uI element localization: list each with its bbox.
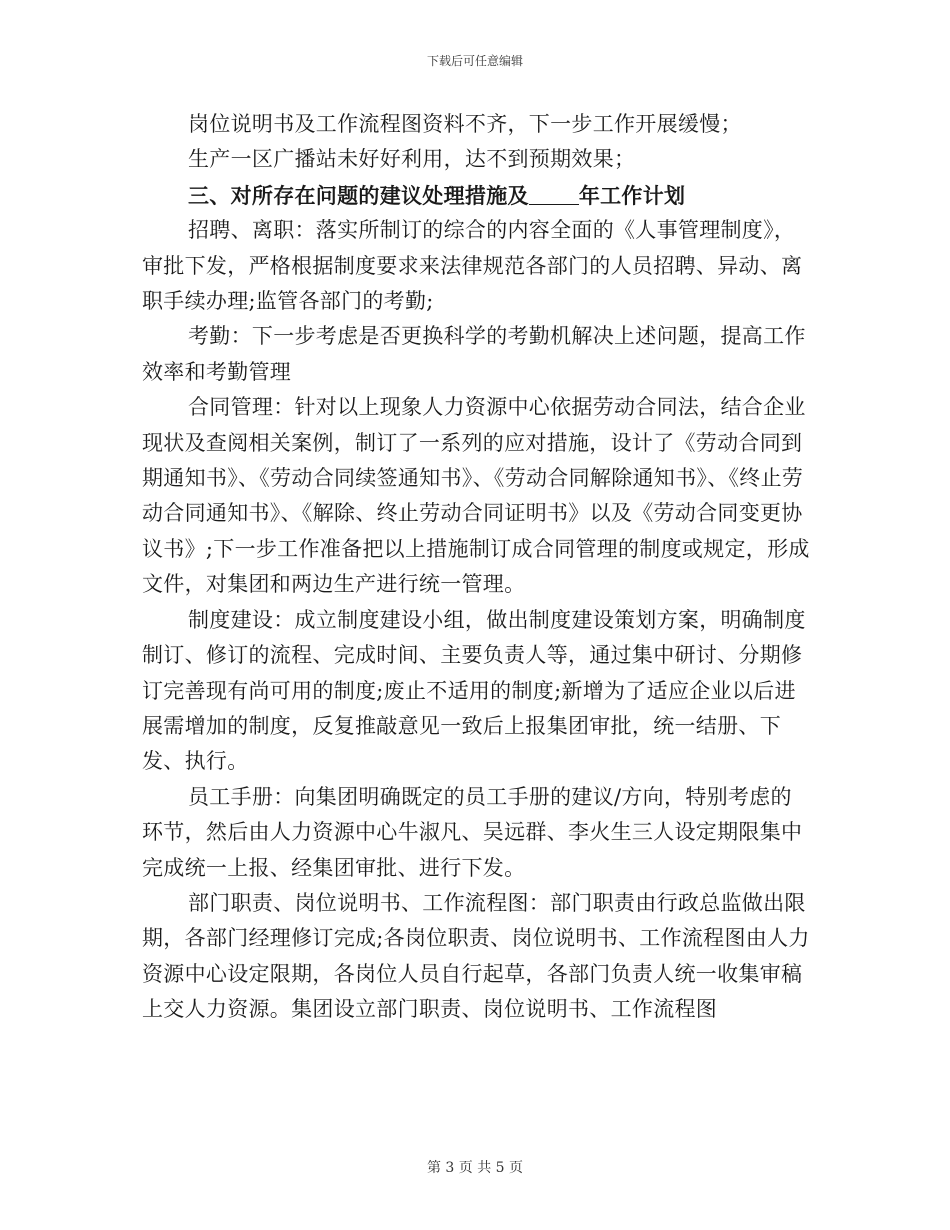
paragraph: 生产一区广播站未好好利用，达不到预期效果； [188, 147, 636, 172]
blank-field [529, 184, 579, 205]
page-header: 下载后可任意编辑 [426, 54, 523, 68]
page-footer: 第 3 页 共 5 页 [426, 1160, 524, 1176]
paragraph: 岗位说明书及工作流程图资料不齐，下一步工作开展缓慢； [188, 112, 742, 136]
paragraph-system-building: 制度建设：成立制度建设小组，做出制度建设策划方案，明确制度制订、修订的流程、完成时间、主要负责人等，通过集中研讨、分期修订完善现有尚可用的制度;废止不适用的制度;新增为了适应企业以后进展需增加的制度，反复推敲意见一致后上报集团审批，统一结册、下发、执行。 [142, 607, 806, 774]
paragraph-recruitment: 招聘、离职：落实所制订的综合的内容全面的《人事管理制度》，审批下发，严格根据制度要求来法律规范各部门的人员招聘、异动、离职手续办理;监管各部门的考勤; [142, 218, 803, 314]
paragraph-attendance: 考勤：下一步考虑是否更换科学的考勤机解决上述问题，提高工作效率和考勤管理 [142, 324, 806, 384]
heading-suffix: 年工作计划 [578, 182, 686, 208]
section-heading [142, 178, 812, 213]
document-body [142, 107, 812, 1028]
paragraph-contract: 合同管理：针对以上现象人力资源中心依据劳动合同法，结合企业现状及查阅相关案例，制订了一系列的应对措施，设计了《劳动合同到期通知书》、《劳动合同续签通知书》、《劳动合同解除通知书》、《终止劳动合同通知书》、《解除、终止劳动合同证明书》以及《劳动合同变更协议书》;下一步工作准备把以上措施制订成合同管理的制度或规定，形成文件，对集团和两边生产进行统一管理。 [142, 395, 810, 597]
heading-prefix: 三、对所存在问题的建议处理措施及 [188, 182, 529, 208]
paragraph-duties: 部门职责、岗位说明书、工作流程图：部门职责由行政总监做出限期，各部门经理修订完成;各岗位职责、岗位说明书、工作流程图由人力资源中心设定限期，各岗位人员自行起草，各部门负责人统一收集审稿上交人力资源。集团设立部门职责、岗位说明书、工作流程图 [142, 890, 810, 1022]
paragraph-handbook: 员工手册：向集团明确既定的员工手册的建议/方向，特别考虑的环节，然后由人力资源中心牛淑凡、吴远群、李火生三人设定期限集中完成统一上报、经集团审批、进行下发。 [142, 784, 803, 880]
